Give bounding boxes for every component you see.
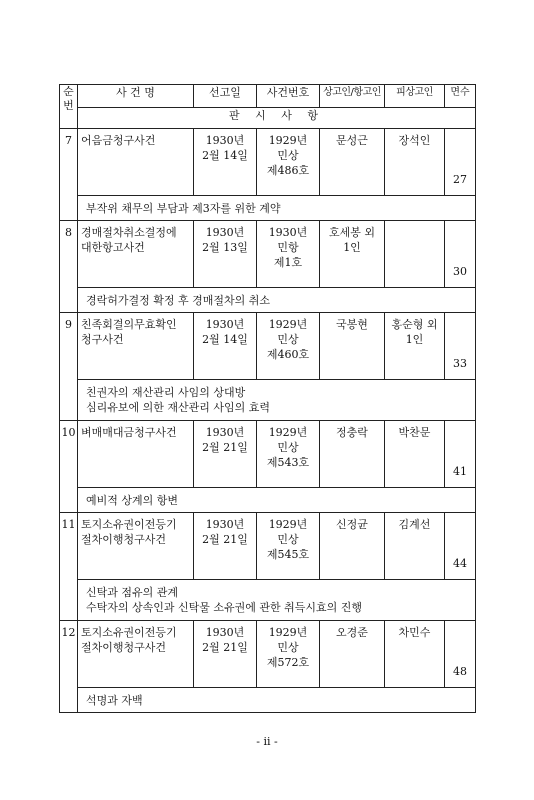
page-number-cell [445,513,476,580]
case-docket-number-line: 1929년 [268,518,308,531]
decision-date-line: 1930년 [205,226,245,239]
decision-date [194,621,257,688]
case-name-line: 절차이행청구사건 [81,533,167,546]
header-name: 사 건 명 [78,85,194,108]
header-no [60,85,78,129]
respondent-name-line: 홍순형 외 [391,318,438,331]
holding-row [60,196,476,221]
case-number-line: 11 [61,518,76,531]
case-docket-number-line: 1929년 [268,626,308,639]
case-name-line: 청구사건 [81,333,124,346]
case-docket-number [257,513,320,580]
page-number-cell-line: 30 [453,265,467,278]
case-row [60,513,476,580]
page-number-cell-line: 33 [453,357,467,370]
decision-date [194,421,257,488]
respondent-name [385,221,445,288]
holding-row [60,380,476,421]
decision-date-line: 1930년 [205,134,245,147]
appellant-name-line: 문성근 [336,134,368,147]
case-docket-number-line: 제543호 [266,456,310,469]
case-name-line: 친족회결의무효확인 [81,318,177,331]
holding-summary [78,288,476,313]
case-name-line: 토지소유권이전등기 [81,626,177,639]
holding-summary-line: 예비적 상계의 항변 [86,493,179,507]
case-number-continuation [60,580,78,621]
holding-summary [78,580,476,621]
holding-summary-line: 경락허가결정 확정 후 경매절차의 취소 [86,293,271,307]
holding-row [60,580,476,621]
page-number-cell [445,621,476,688]
decision-date-line: 2월 21일 [202,641,248,654]
page-number-cell [445,421,476,488]
page-number-cell [445,129,476,196]
holding-summary [78,380,476,421]
case-docket-number-line: 제545호 [266,548,310,561]
appellant-name-line: 호세봉 외 [328,226,375,239]
case-name [78,129,194,196]
decision-date [194,513,257,580]
case-docket-number-line: 민상 [277,149,299,162]
decision-date-line: 2월 21일 [202,533,248,546]
section-title: 판 시 사 항 [78,108,476,129]
decision-date [194,221,257,288]
page-number-cell-line: 44 [453,557,467,570]
case-name [78,221,194,288]
decision-date-line: 1930년 [205,318,245,331]
case-table-body [60,85,476,713]
case-number-line: 7 [65,134,72,147]
case-row [60,621,476,688]
appellant-name [320,129,385,196]
case-row [60,129,476,196]
case-docket-number-line: 민상 [277,641,299,654]
case-row [60,221,476,288]
case-table [59,84,476,713]
decision-date-line: 2월 21일 [202,441,248,454]
header-no-text [60,85,77,113]
case-docket-number [257,129,320,196]
appellant-name [320,621,385,688]
respondent-name-line: 김계선 [398,518,431,531]
holding-summary [78,488,476,513]
page-number-cell-line: 27 [453,173,467,186]
case-name-line: 대한항고사건 [81,241,145,254]
case-docket-number-line: 민항 [277,241,299,254]
case-docket-number-line: 민상 [277,333,299,346]
holding-summary-line: 심리유보에 의한 재산관리 사임의 효력 [86,401,271,414]
decision-date-line: 1930년 [205,626,245,639]
case-docket-number-line: 민상 [277,441,299,454]
header-no-line: 번 [63,99,74,112]
case-name-line: 벼매매대금청구사건 [81,426,177,439]
header-no-line: 순 [63,85,74,98]
header-date: 선고일 [194,85,257,108]
respondent-name [385,313,445,380]
decision-date-line: 2월 14일 [202,333,248,346]
page-number: - ii - [256,735,278,748]
holding-row [60,688,476,713]
case-docket-number-line: 제572호 [266,656,310,669]
case-docket-number-line: 제460호 [266,348,310,361]
case-name-line: 어음금청구사건 [81,134,156,147]
appellant-name [320,513,385,580]
page-number-cell-line: 41 [453,465,467,478]
respondent-name [385,621,445,688]
case-row [60,313,476,380]
decision-date-line: 2월 14일 [202,149,248,162]
header-appellant: 상고인/항고인 [320,85,385,108]
decision-date-line: 1930년 [205,518,245,531]
case-number [60,621,78,688]
holding-summary-line: 석명과 자백 [86,693,143,707]
page-number-cell [445,221,476,288]
holding-row [60,288,476,313]
holding-row [60,488,476,513]
decision-date [194,129,257,196]
case-docket-number-line: 제486호 [266,164,310,177]
respondent-name-line: 장석인 [398,134,431,147]
respondent-name [385,513,445,580]
appellant-name [320,313,385,380]
holding-summary-line: 친권자의 재산관리 사임의 상대방 [86,386,246,399]
case-number [60,129,78,196]
holding-summary-line: 수탁자의 상속인과 신탁물 소유권에 관한 취득시효의 진행 [86,601,363,614]
case-docket-number-line: 1930년 [268,226,308,239]
case-docket-number [257,313,320,380]
case-docket-number-line: 1929년 [268,134,308,147]
appellant-name [320,421,385,488]
table-header-row [60,85,476,108]
appellant-name [320,221,385,288]
appellant-name-line: 1인 [343,241,361,254]
holding-summary [78,196,476,221]
decision-date-line: 2월 13일 [202,241,248,254]
appellant-name-line: 오경준 [336,626,368,639]
case-docket-number-line: 민상 [277,533,299,546]
case-number-continuation [60,288,78,313]
case-name-line: 경매절차취소결정에 [81,226,177,239]
decision-date-line: 1930년 [205,426,245,439]
case-name [78,313,194,380]
respondent-name [385,421,445,488]
case-docket-number-line: 1929년 [268,318,308,331]
appellant-name-line: 국봉현 [336,318,368,331]
toc-page [59,84,476,713]
case-docket-number [257,221,320,288]
case-number-line: 9 [65,318,72,331]
case-name [78,513,194,580]
page-number-cell [445,313,476,380]
appellant-name-line: 신정균 [336,518,368,531]
case-name [78,621,194,688]
case-number [60,513,78,580]
section-row [60,108,476,129]
holding-summary [78,688,476,713]
holding-summary-line: 신탁과 점유의 관계 [86,586,179,599]
case-number-continuation [60,488,78,513]
case-docket-number-line: 1929년 [268,426,308,439]
holding-summary-line: 부작위 채무의 부담과 제3자를 위한 계약 [86,201,281,215]
case-name [78,421,194,488]
case-name-line: 토지소유권이전등기 [81,518,177,531]
case-number-continuation [60,688,78,713]
case-number [60,221,78,288]
case-number-continuation [60,196,78,221]
case-row [60,421,476,488]
respondent-name-line: 박찬문 [398,426,431,439]
respondent-name [385,129,445,196]
case-number-line: 10 [61,426,76,439]
appellant-name-line: 정충락 [336,426,368,439]
case-number-line: 8 [65,226,72,239]
case-docket-number [257,621,320,688]
header-case-no: 사건번호 [257,85,320,108]
case-number-continuation [60,380,78,421]
case-number [60,421,78,488]
respondent-name-line: 1인 [405,333,424,346]
header-pages: 면수 [445,85,476,108]
case-number [60,313,78,380]
decision-date [194,313,257,380]
respondent-name-line: 차민수 [398,626,431,639]
case-docket-number-line: 제1호 [273,256,303,269]
header-respondent: 피상고인 [385,85,445,108]
case-number-line: 12 [61,626,76,639]
case-docket-number [257,421,320,488]
page-number-cell-line: 48 [453,665,467,678]
case-name-line: 절차이행청구사건 [81,641,167,654]
